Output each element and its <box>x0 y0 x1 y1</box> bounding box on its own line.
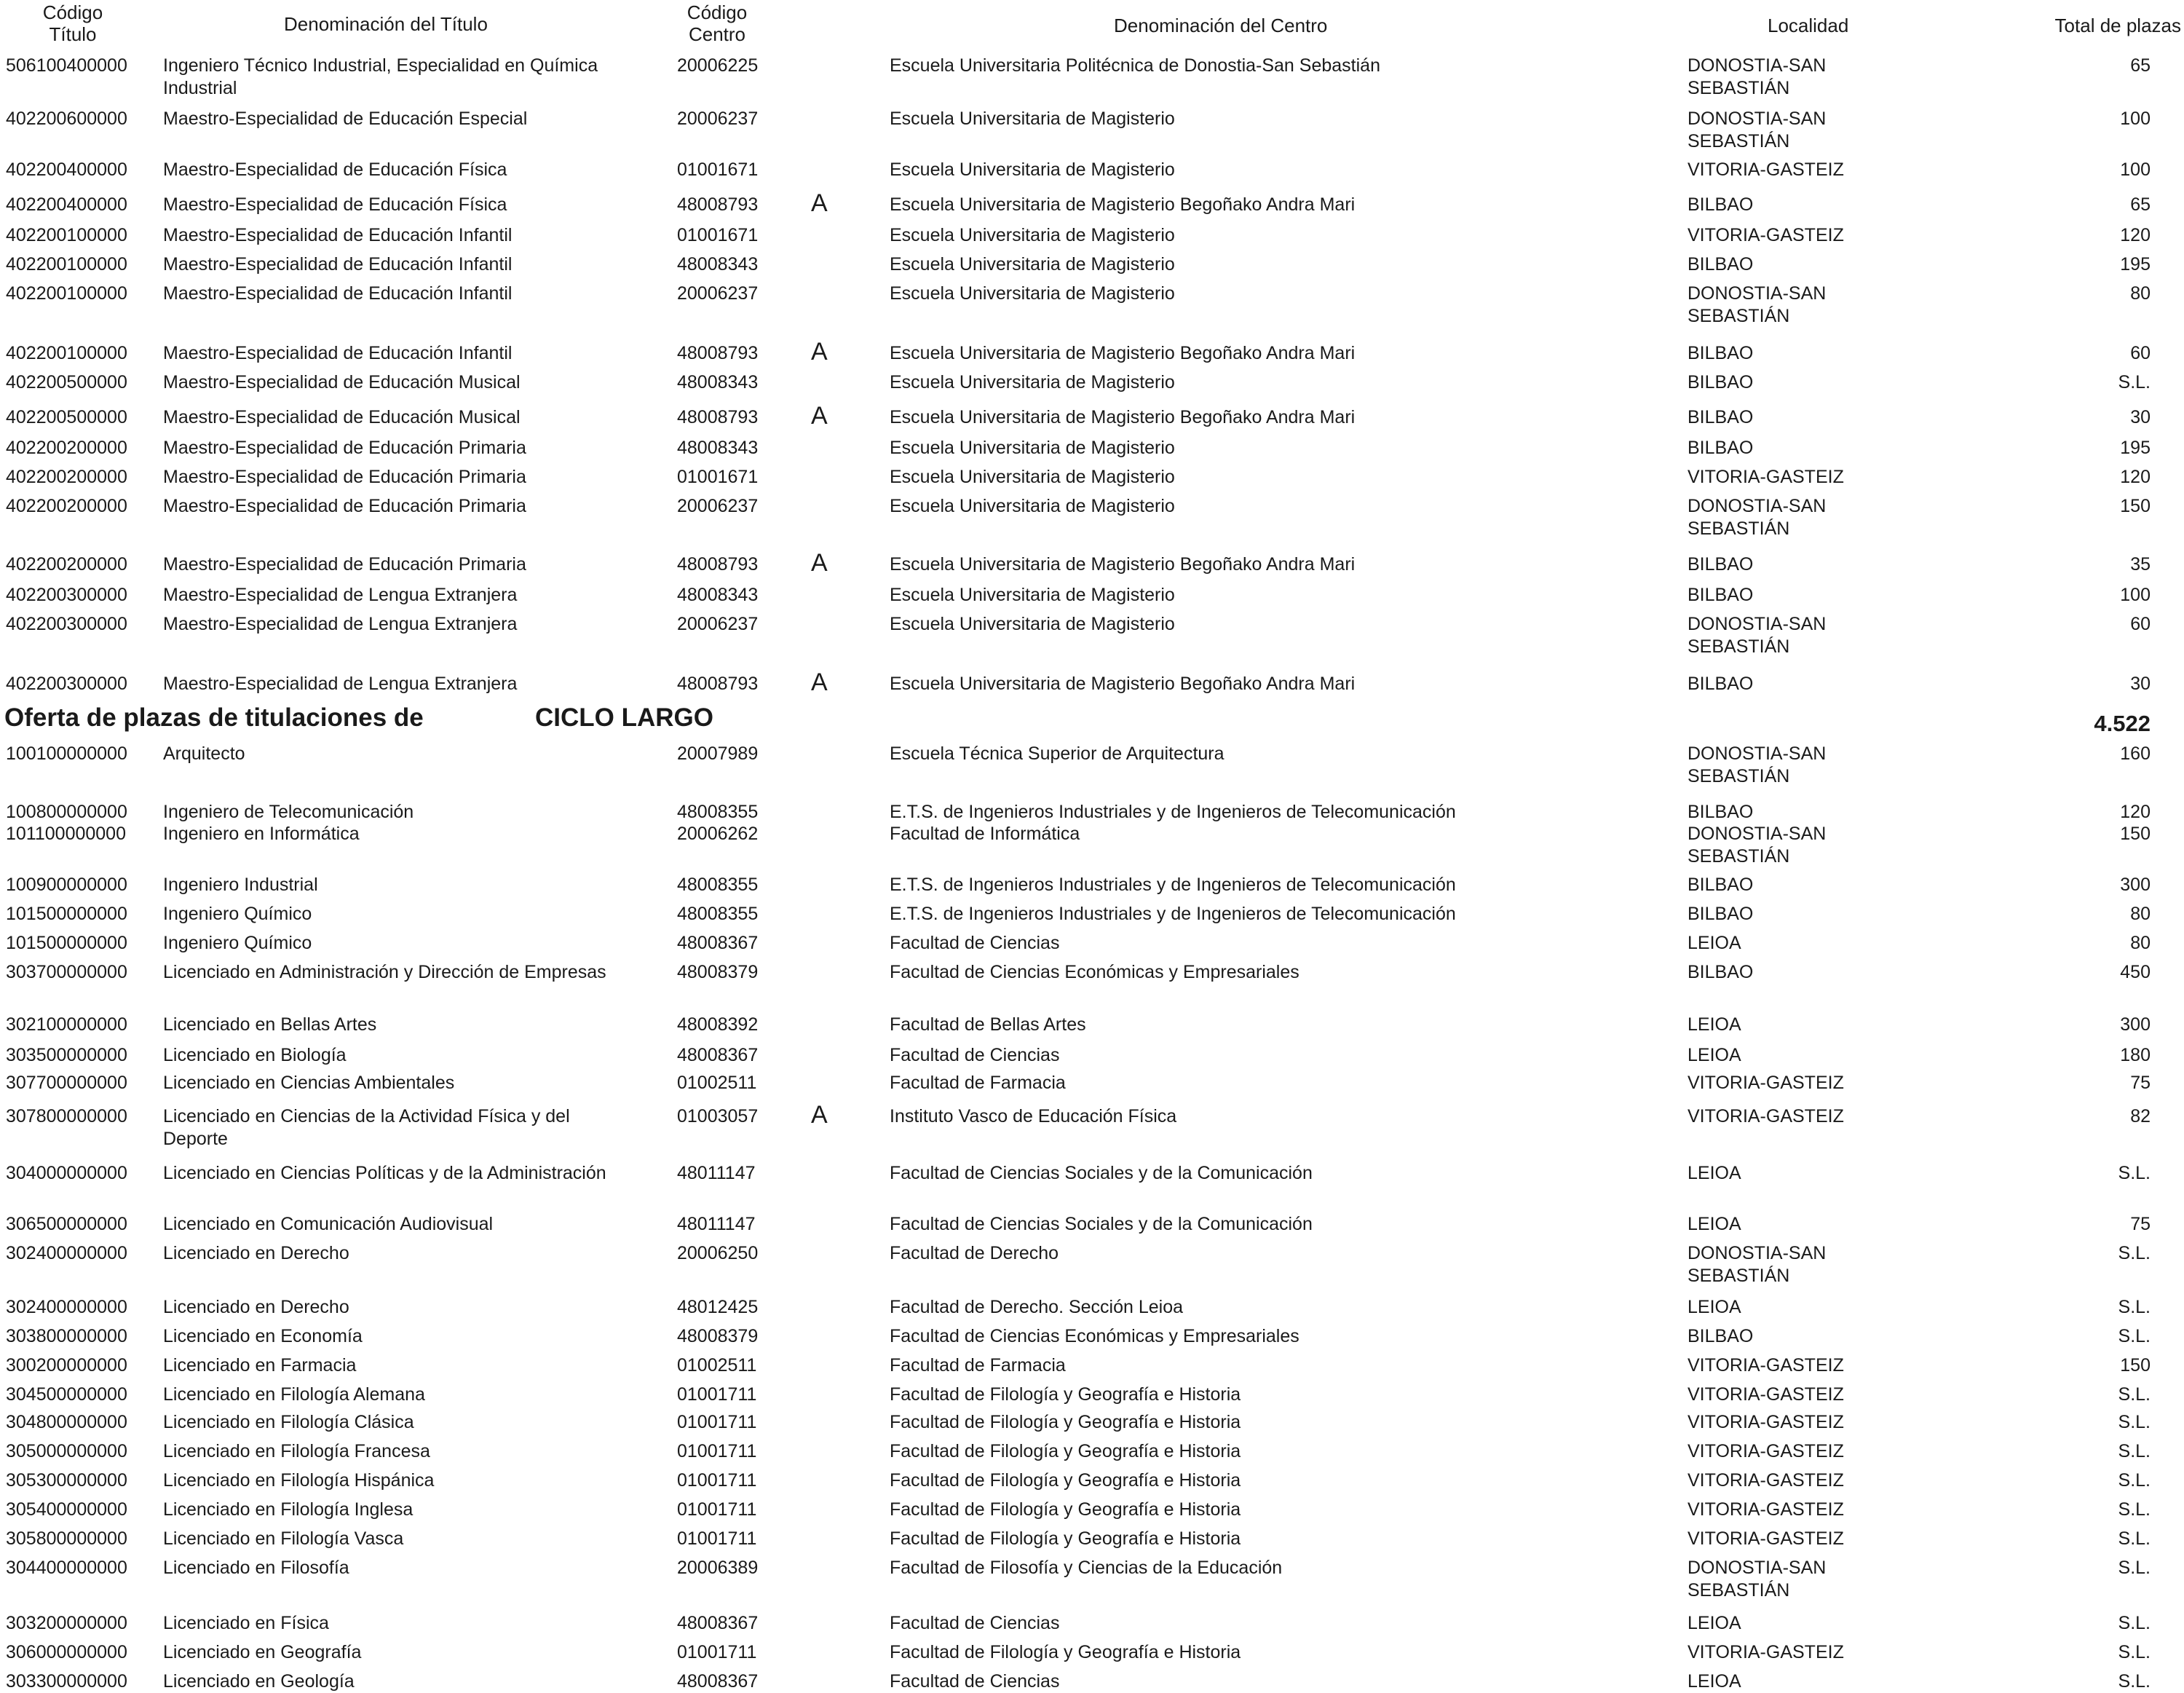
row-total-plazas: 120 <box>2120 225 2151 245</box>
row-denominacion-centro: Facultad de Ciencias <box>890 1045 1060 1065</box>
row-denominacion-centro: Facultad de Derecho. Sección Leioa <box>890 1297 1184 1317</box>
row-codigo-centro: 48008379 <box>677 962 759 982</box>
row-codigo-titulo: 305000000000 <box>6 1441 127 1461</box>
row-total-plazas: 100 <box>2120 159 2151 180</box>
row-codigo-centro: 01001711 <box>677 1412 757 1432</box>
row-total-plazas: S.L. <box>2118 1326 2151 1346</box>
row-codigo-titulo: 306000000000 <box>6 1642 127 1662</box>
row-total-plazas: S.L. <box>2118 1558 2151 1578</box>
row-denominacion-centro: Escuela Universitaria de Magisterio Begoñako Andra Mari <box>890 343 1356 363</box>
row-codigo-centro: 48011147 <box>677 1163 756 1183</box>
row-codigo-centro: 48011147 <box>677 1214 756 1234</box>
row-denominacion-titulo: Licenciado en Geología <box>163 1671 355 1692</box>
row-codigo-centro: 20006250 <box>677 1243 759 1263</box>
row-total-plazas: 100 <box>2120 585 2151 605</box>
row-localidad: VITORIA-GASTEIZ <box>1688 225 1844 245</box>
row-codigo-centro: 48008355 <box>677 802 759 822</box>
row-codigo-centro: 48008379 <box>677 1326 759 1346</box>
row-denominacion-centro: Facultad de Filología y Geografía e Historia <box>890 1642 1241 1662</box>
row-denominacion-centro: E.T.S. de Ingenieros Industriales y de Ingenieros de Telecomunicación <box>890 875 1456 895</box>
row-denominacion-centro: Escuela Universitaria de Magisterio <box>890 467 1175 487</box>
row-codigo-titulo: 402200200000 <box>6 438 127 458</box>
row-codigo-titulo: 303500000000 <box>6 1045 127 1065</box>
row-codigo-titulo: 306500000000 <box>6 1214 127 1234</box>
row-denominacion-centro: Facultad de Filología y Geografía e Historia <box>890 1384 1241 1405</box>
row-denominacion-centro: Facultad de Bellas Artes <box>890 1014 1086 1035</box>
row-denominacion-centro: Escuela Universitaria de Magisterio <box>890 254 1175 275</box>
row-localidad: VITORIA-GASTEIZ <box>1688 1106 1844 1126</box>
row-denominacion-centro: Escuela Universitaria de Magisterio <box>890 614 1175 634</box>
row-codigo-titulo: 304800000000 <box>6 1412 127 1432</box>
row-codigo-centro: 48008367 <box>677 933 759 953</box>
row-denominacion-titulo: Licenciado en Economía <box>163 1326 363 1346</box>
row-denominacion-centro: Escuela Universitaria de Magisterio <box>890 372 1175 392</box>
row-denominacion-centro: Escuela Universitaria de Magisterio Begoñako Andra Mari <box>890 194 1356 215</box>
row-codigo-centro: 48008367 <box>677 1671 759 1692</box>
row-localidad: BILBAO <box>1688 585 1754 605</box>
row-codigo-titulo: 402200500000 <box>6 372 127 392</box>
row-codigo-titulo: 305800000000 <box>6 1528 127 1549</box>
row-total-plazas: 150 <box>2120 824 2151 844</box>
row-denominacion-titulo: Maestro-Especialidad de Educación Primaria <box>163 496 526 516</box>
row-denominacion-titulo: Maestro-Especialidad de Educación Infantil <box>163 283 513 304</box>
row-localidad: BILBAO <box>1688 343 1754 363</box>
row-codigo-centro: 48008343 <box>677 438 759 458</box>
row-localidad: DONOSTIA-SAN SEBASTIÁN <box>1688 1558 1827 1601</box>
row-total-plazas: 180 <box>2120 1045 2151 1065</box>
row-denominacion-titulo: Ingeniero en Informática <box>163 824 360 844</box>
row-codigo-titulo: 305400000000 <box>6 1499 127 1520</box>
row-denominacion-centro: Facultad de Ciencias <box>890 933 1060 953</box>
row-denominacion-centro: Facultad de Informática <box>890 824 1080 844</box>
row-localidad: DONOSTIA-SAN SEBASTIÁN <box>1688 283 1827 326</box>
header-total-plazas: Total de plazas <box>2054 15 2181 36</box>
row-codigo-titulo: 402200100000 <box>6 225 127 245</box>
row-codigo-centro: 01001671 <box>677 225 759 245</box>
header-denominacion-centro: Denominación del Centro <box>1114 15 1328 36</box>
row-total-plazas: S.L. <box>2118 1528 2151 1549</box>
row-codigo-titulo: 100100000000 <box>6 743 127 764</box>
row-denominacion-centro: Facultad de Filosofía y Ciencias de la Educación <box>890 1558 1283 1578</box>
row-codigo-titulo: 402200500000 <box>6 407 127 427</box>
row-codigo-titulo: 307700000000 <box>6 1073 127 1093</box>
row-codigo-centro: 20006237 <box>677 108 759 129</box>
section-title-cycle: CICLO LARGO <box>535 703 713 732</box>
row-localidad: VITORIA-GASTEIZ <box>1688 1642 1844 1662</box>
row-total-plazas: S.L. <box>2118 1499 2151 1520</box>
row-total-plazas: 65 <box>2130 194 2151 215</box>
row-flag: A <box>811 549 828 577</box>
row-total-plazas: 65 <box>2130 55 2151 76</box>
row-denominacion-titulo: Licenciado en Bellas Artes <box>163 1014 377 1035</box>
row-localidad: DONOSTIA-SAN SEBASTIÁN <box>1688 1243 1827 1286</box>
row-total-plazas: S.L. <box>2118 1297 2151 1317</box>
row-total-plazas: S.L. <box>2118 1470 2151 1491</box>
row-denominacion-centro: Facultad de Filología y Geografía e Historia <box>890 1470 1241 1491</box>
row-localidad: DONOSTIA-SAN SEBASTIÁN <box>1688 55 1827 98</box>
row-denominacion-titulo: Maestro-Especialidad de Educación Infantil <box>163 254 513 275</box>
row-denominacion-titulo: Licenciado en Ciencias de la Actividad Física y del Deporte <box>163 1106 570 1149</box>
row-denominacion-titulo: Licenciado en Biología <box>163 1045 347 1065</box>
row-flag: A <box>811 189 828 217</box>
row-total-plazas: S.L. <box>2118 1243 2151 1263</box>
row-total-plazas: 75 <box>2130 1073 2151 1093</box>
row-codigo-titulo: 307800000000 <box>6 1106 127 1126</box>
row-codigo-centro: 48012425 <box>677 1297 759 1317</box>
row-denominacion-centro: Facultad de Ciencias Sociales y de la Comunicación <box>890 1214 1313 1234</box>
row-denominacion-titulo: Maestro-Especialidad de Lengua Extranjera <box>163 614 518 634</box>
row-localidad: BILBAO <box>1688 674 1754 694</box>
row-denominacion-titulo: Maestro-Especialidad de Educación Física <box>163 159 507 180</box>
row-codigo-titulo: 303200000000 <box>6 1613 127 1633</box>
row-denominacion-centro: Escuela Universitaria de Magisterio <box>890 438 1175 458</box>
row-localidad: DONOSTIA-SAN SEBASTIÁN <box>1688 108 1827 151</box>
row-total-plazas: 80 <box>2130 933 2151 953</box>
row-codigo-titulo: 100900000000 <box>6 875 127 895</box>
row-localidad: BILBAO <box>1688 962 1754 982</box>
row-denominacion-centro: Facultad de Filología y Geografía e Historia <box>890 1441 1241 1461</box>
row-codigo-titulo: 402200300000 <box>6 674 127 694</box>
row-denominacion-centro: E.T.S. de Ingenieros Industriales y de Ingenieros de Telecomunicación <box>890 802 1456 822</box>
row-total-plazas: 80 <box>2130 283 2151 304</box>
row-total-plazas: S.L. <box>2118 1642 2151 1662</box>
row-localidad: BILBAO <box>1688 904 1754 924</box>
row-denominacion-centro: Facultad de Ciencias Sociales y de la Comunicación <box>890 1163 1313 1183</box>
row-denominacion-titulo: Licenciado en Administración y Dirección de Empresas <box>163 962 606 982</box>
row-codigo-titulo: 302400000000 <box>6 1297 127 1317</box>
row-codigo-centro: 48008793 <box>677 194 759 215</box>
row-localidad: VITORIA-GASTEIZ <box>1688 1355 1844 1376</box>
row-codigo-titulo: 303700000000 <box>6 962 127 982</box>
row-denominacion-titulo: Licenciado en Farmacia <box>163 1355 357 1376</box>
row-denominacion-centro: Escuela Universitaria de Magisterio Begoñako Andra Mari <box>890 407 1356 427</box>
row-denominacion-titulo: Licenciado en Filología Clásica <box>163 1412 414 1432</box>
row-denominacion-centro: Escuela Universitaria de Magisterio <box>890 585 1175 605</box>
row-localidad: LEIOA <box>1688 1613 1741 1633</box>
row-total-plazas: S.L. <box>2118 1412 2151 1432</box>
row-denominacion-centro: Facultad de Derecho <box>890 1243 1059 1263</box>
row-localidad: VITORIA-GASTEIZ <box>1688 159 1844 180</box>
row-codigo-centro: 48008367 <box>677 1045 759 1065</box>
row-denominacion-centro: Facultad de Filología y Geografía e Historia <box>890 1528 1241 1549</box>
row-total-plazas: 300 <box>2120 875 2151 895</box>
row-localidad: VITORIA-GASTEIZ <box>1688 467 1844 487</box>
row-localidad: BILBAO <box>1688 802 1754 822</box>
row-flag: A <box>811 402 828 430</box>
row-denominacion-titulo: Licenciado en Física <box>163 1613 329 1633</box>
row-denominacion-centro: Facultad de Filología y Geografía e Historia <box>890 1499 1241 1520</box>
row-flag: A <box>811 338 828 366</box>
row-denominacion-titulo: Ingeniero Químico <box>163 904 312 924</box>
header-codigo-titulo: Código Título <box>42 1 103 45</box>
row-denominacion-titulo: Maestro-Especialidad de Lengua Extranjera <box>163 585 518 605</box>
row-total-plazas: 30 <box>2130 407 2151 427</box>
row-denominacion-titulo: Licenciado en Filología Alemana <box>163 1384 425 1405</box>
row-codigo-centro: 01001711 <box>677 1499 757 1520</box>
row-denominacion-centro: Facultad de Ciencias <box>890 1671 1060 1692</box>
row-denominacion-titulo: Licenciado en Geografía <box>163 1642 362 1662</box>
row-denominacion-centro: Facultad de Farmacia <box>890 1073 1066 1093</box>
row-denominacion-titulo: Licenciado en Filología Francesa <box>163 1441 430 1461</box>
row-codigo-centro: 48008793 <box>677 554 759 575</box>
row-codigo-titulo: 304000000000 <box>6 1163 127 1183</box>
row-denominacion-titulo: Ingeniero de Telecomunicación <box>163 802 414 822</box>
row-localidad: VITORIA-GASTEIZ <box>1688 1073 1844 1093</box>
row-localidad: BILBAO <box>1688 254 1754 275</box>
row-codigo-titulo: 402200400000 <box>6 194 127 215</box>
row-total-plazas: 160 <box>2120 743 2151 764</box>
row-total-plazas: 300 <box>2120 1014 2151 1035</box>
row-total-plazas: 75 <box>2130 1214 2151 1234</box>
row-codigo-centro: 48008355 <box>677 904 759 924</box>
row-localidad: BILBAO <box>1688 372 1754 392</box>
row-localidad: BILBAO <box>1688 438 1754 458</box>
row-total-plazas: 30 <box>2130 674 2151 694</box>
row-denominacion-centro: Escuela Universitaria de Magisterio <box>890 496 1175 516</box>
row-localidad: LEIOA <box>1688 933 1741 953</box>
row-denominacion-centro: Escuela Universitaria Politécnica de Donostia-San Sebastián <box>890 55 1380 76</box>
row-codigo-titulo: 101100000000 <box>6 824 126 844</box>
section-total: 4.522 <box>2094 711 2151 736</box>
row-denominacion-centro: E.T.S. de Ingenieros Industriales y de Ingenieros de Telecomunicación <box>890 904 1456 924</box>
row-codigo-centro: 01001711 <box>677 1642 757 1662</box>
row-localidad: DONOSTIA-SAN SEBASTIÁN <box>1688 614 1827 657</box>
row-denominacion-titulo: Maestro-Especialidad de Educación Infantil <box>163 343 513 363</box>
row-localidad: VITORIA-GASTEIZ <box>1688 1499 1844 1520</box>
row-codigo-titulo: 101500000000 <box>6 933 127 953</box>
row-denominacion-titulo: Maestro-Especialidad de Educación Primaria <box>163 467 526 487</box>
row-codigo-titulo: 402200600000 <box>6 108 127 129</box>
row-codigo-titulo: 402200200000 <box>6 496 127 516</box>
row-total-plazas: S.L. <box>2118 372 2151 392</box>
row-denominacion-titulo: Licenciado en Filología Vasca <box>163 1528 404 1549</box>
row-denominacion-centro: Instituto Vasco de Educación Física <box>890 1106 1177 1126</box>
row-denominacion-titulo: Maestro-Especialidad de Educación Infantil <box>163 225 513 245</box>
row-denominacion-titulo: Maestro-Especialidad de Educación Primaria <box>163 554 526 575</box>
row-denominacion-centro: Facultad de Farmacia <box>890 1355 1066 1376</box>
row-denominacion-titulo: Maestro-Especialidad de Educación Especial <box>163 108 528 129</box>
row-codigo-titulo: 402200300000 <box>6 585 127 605</box>
row-denominacion-centro: Escuela Universitaria de Magisterio Begoñako Andra Mari <box>890 554 1356 575</box>
row-total-plazas: 60 <box>2130 343 2151 363</box>
row-codigo-centro: 48008343 <box>677 585 759 605</box>
row-localidad: DONOSTIA-SAN SEBASTIÁN <box>1688 496 1827 539</box>
row-codigo-centro: 48008355 <box>677 875 759 895</box>
row-denominacion-centro: Escuela Universitaria de Magisterio <box>890 283 1175 304</box>
row-codigo-centro: 48008793 <box>677 407 759 427</box>
row-localidad: LEIOA <box>1688 1014 1741 1035</box>
row-codigo-titulo: 303800000000 <box>6 1326 127 1346</box>
header-codigo-centro: Código Centro <box>687 1 748 45</box>
row-localidad: BILBAO <box>1688 1326 1754 1346</box>
row-denominacion-titulo: Maestro-Especialidad de Educación Musical <box>163 372 521 392</box>
row-codigo-titulo: 100800000000 <box>6 802 127 822</box>
row-flag: A <box>811 668 828 696</box>
row-codigo-titulo: 402200100000 <box>6 283 127 304</box>
row-denominacion-titulo: Licenciado en Ciencias Políticas y de la Administración <box>163 1163 606 1183</box>
row-total-plazas: 80 <box>2130 904 2151 924</box>
row-denominacion-centro: Facultad de Ciencias Económicas y Empresariales <box>890 1326 1299 1346</box>
row-denominacion-titulo: Ingeniero Industrial <box>163 875 318 895</box>
row-codigo-centro: 48008343 <box>677 254 759 275</box>
row-total-plazas: 150 <box>2120 1355 2151 1376</box>
row-codigo-titulo: 101500000000 <box>6 904 127 924</box>
row-localidad: BILBAO <box>1688 875 1754 895</box>
row-denominacion-titulo: Maestro-Especialidad de Educación Física <box>163 194 507 215</box>
row-denominacion-titulo: Maestro-Especialidad de Educación Primaria <box>163 438 526 458</box>
row-codigo-titulo: 304400000000 <box>6 1558 127 1578</box>
row-total-plazas: S.L. <box>2118 1163 2151 1183</box>
row-codigo-titulo: 302100000000 <box>6 1014 127 1035</box>
row-codigo-centro: 01001711 <box>677 1441 757 1461</box>
row-localidad: LEIOA <box>1688 1671 1741 1692</box>
row-denominacion-centro: Escuela Universitaria de Magisterio Begoñako Andra Mari <box>890 674 1356 694</box>
row-localidad: LEIOA <box>1688 1297 1741 1317</box>
row-denominacion-titulo: Arquitecto <box>163 743 245 764</box>
row-localidad: LEIOA <box>1688 1163 1741 1183</box>
row-codigo-centro: 48008392 <box>677 1014 759 1035</box>
row-total-plazas: 450 <box>2120 962 2151 982</box>
row-codigo-centro: 01002511 <box>677 1355 757 1376</box>
row-denominacion-centro: Facultad de Ciencias Económicas y Empresariales <box>890 962 1299 982</box>
row-codigo-centro: 01001711 <box>677 1470 757 1491</box>
row-codigo-titulo: 304500000000 <box>6 1384 127 1405</box>
row-codigo-titulo: 303300000000 <box>6 1671 127 1692</box>
row-localidad: BILBAO <box>1688 194 1754 215</box>
row-codigo-centro: 01001711 <box>677 1384 757 1405</box>
row-denominacion-centro: Escuela Universitaria de Magisterio <box>890 225 1175 245</box>
row-total-plazas: 120 <box>2120 467 2151 487</box>
row-total-plazas: S.L. <box>2118 1384 2151 1405</box>
row-codigo-centro: 20006262 <box>677 824 759 844</box>
row-total-plazas: 195 <box>2120 254 2151 275</box>
row-codigo-centro: 48008367 <box>677 1613 759 1633</box>
header-denominacion-titulo: Denominación del Título <box>284 13 488 35</box>
row-localidad: DONOSTIA-SAN SEBASTIÁN <box>1688 743 1827 786</box>
row-localidad: LEIOA <box>1688 1214 1741 1234</box>
row-codigo-centro: 20006225 <box>677 55 759 76</box>
row-denominacion-titulo: Licenciado en Filosofía <box>163 1558 349 1578</box>
row-denominacion-titulo: Licenciado en Comunicación Audiovisual <box>163 1214 494 1234</box>
row-denominacion-centro: Escuela Universitaria de Magisterio <box>890 159 1175 180</box>
row-codigo-titulo: 402200400000 <box>6 159 127 180</box>
row-total-plazas: 150 <box>2120 496 2151 516</box>
row-flag: A <box>811 1101 828 1129</box>
row-codigo-centro: 48008793 <box>677 343 759 363</box>
row-codigo-centro: 20007989 <box>677 743 759 764</box>
row-denominacion-centro: Facultad de Filología y Geografía e Historia <box>890 1412 1241 1432</box>
row-denominacion-titulo: Maestro-Especialidad de Educación Musical <box>163 407 521 427</box>
section-title-prefix: Oferta de plazas de titulaciones de <box>4 703 424 732</box>
row-codigo-titulo: 402200100000 <box>6 254 127 275</box>
row-localidad: VITORIA-GASTEIZ <box>1688 1441 1844 1461</box>
row-denominacion-titulo: Ingeniero Técnico Industrial, Especialidad en Química Industrial <box>163 55 598 98</box>
row-codigo-centro: 20006237 <box>677 283 759 304</box>
row-codigo-titulo: 506100400000 <box>6 55 127 76</box>
row-denominacion-titulo: Licenciado en Filología Inglesa <box>163 1499 414 1520</box>
row-total-plazas: 120 <box>2120 802 2151 822</box>
row-codigo-centro: 48008793 <box>677 674 759 694</box>
row-codigo-titulo: 402200300000 <box>6 614 127 634</box>
row-total-plazas: S.L. <box>2118 1441 2151 1461</box>
row-total-plazas: S.L. <box>2118 1671 2151 1692</box>
row-codigo-centro: 01001671 <box>677 467 759 487</box>
row-denominacion-titulo: Licenciado en Derecho <box>163 1243 349 1263</box>
row-codigo-centro: 20006237 <box>677 496 759 516</box>
row-localidad: BILBAO <box>1688 554 1754 575</box>
row-total-plazas: S.L. <box>2118 1613 2151 1633</box>
row-localidad: LEIOA <box>1688 1045 1741 1065</box>
row-denominacion-titulo: Licenciado en Filología Hispánica <box>163 1470 435 1491</box>
row-codigo-titulo: 305300000000 <box>6 1470 127 1491</box>
row-denominacion-centro: Escuela Técnica Superior de Arquitectura <box>890 743 1224 764</box>
row-codigo-titulo: 402200200000 <box>6 467 127 487</box>
row-codigo-centro: 01003057 <box>677 1106 759 1126</box>
row-codigo-centro: 20006389 <box>677 1558 759 1578</box>
row-localidad: VITORIA-GASTEIZ <box>1688 1384 1844 1405</box>
row-total-plazas: 100 <box>2120 108 2151 129</box>
row-localidad: DONOSTIA-SAN SEBASTIÁN <box>1688 824 1827 867</box>
row-localidad: VITORIA-GASTEIZ <box>1688 1528 1844 1549</box>
row-codigo-centro: 48008343 <box>677 372 759 392</box>
row-denominacion-titulo: Ingeniero Químico <box>163 933 312 953</box>
header-localidad: Localidad <box>1768 15 1849 36</box>
row-total-plazas: 82 <box>2130 1106 2151 1126</box>
row-total-plazas: 195 <box>2120 438 2151 458</box>
row-denominacion-titulo: Licenciado en Derecho <box>163 1297 349 1317</box>
row-codigo-titulo: 300200000000 <box>6 1355 127 1376</box>
row-localidad: BILBAO <box>1688 407 1754 427</box>
row-denominacion-centro: Facultad de Ciencias <box>890 1613 1060 1633</box>
row-codigo-titulo: 302400000000 <box>6 1243 127 1263</box>
row-codigo-titulo: 402200100000 <box>6 343 127 363</box>
row-codigo-centro: 01002511 <box>677 1073 757 1093</box>
row-denominacion-titulo: Maestro-Especialidad de Lengua Extranjera <box>163 674 518 694</box>
row-denominacion-titulo: Licenciado en Ciencias Ambientales <box>163 1073 455 1093</box>
row-codigo-centro: 20006237 <box>677 614 759 634</box>
row-codigo-centro: 01001711 <box>677 1528 757 1549</box>
row-denominacion-centro: Escuela Universitaria de Magisterio <box>890 108 1175 129</box>
row-codigo-centro: 01001671 <box>677 159 759 180</box>
row-localidad: VITORIA-GASTEIZ <box>1688 1470 1844 1491</box>
row-total-plazas: 60 <box>2130 614 2151 634</box>
row-localidad: VITORIA-GASTEIZ <box>1688 1412 1844 1432</box>
row-codigo-titulo: 402200200000 <box>6 554 127 575</box>
row-total-plazas: 35 <box>2130 554 2151 575</box>
